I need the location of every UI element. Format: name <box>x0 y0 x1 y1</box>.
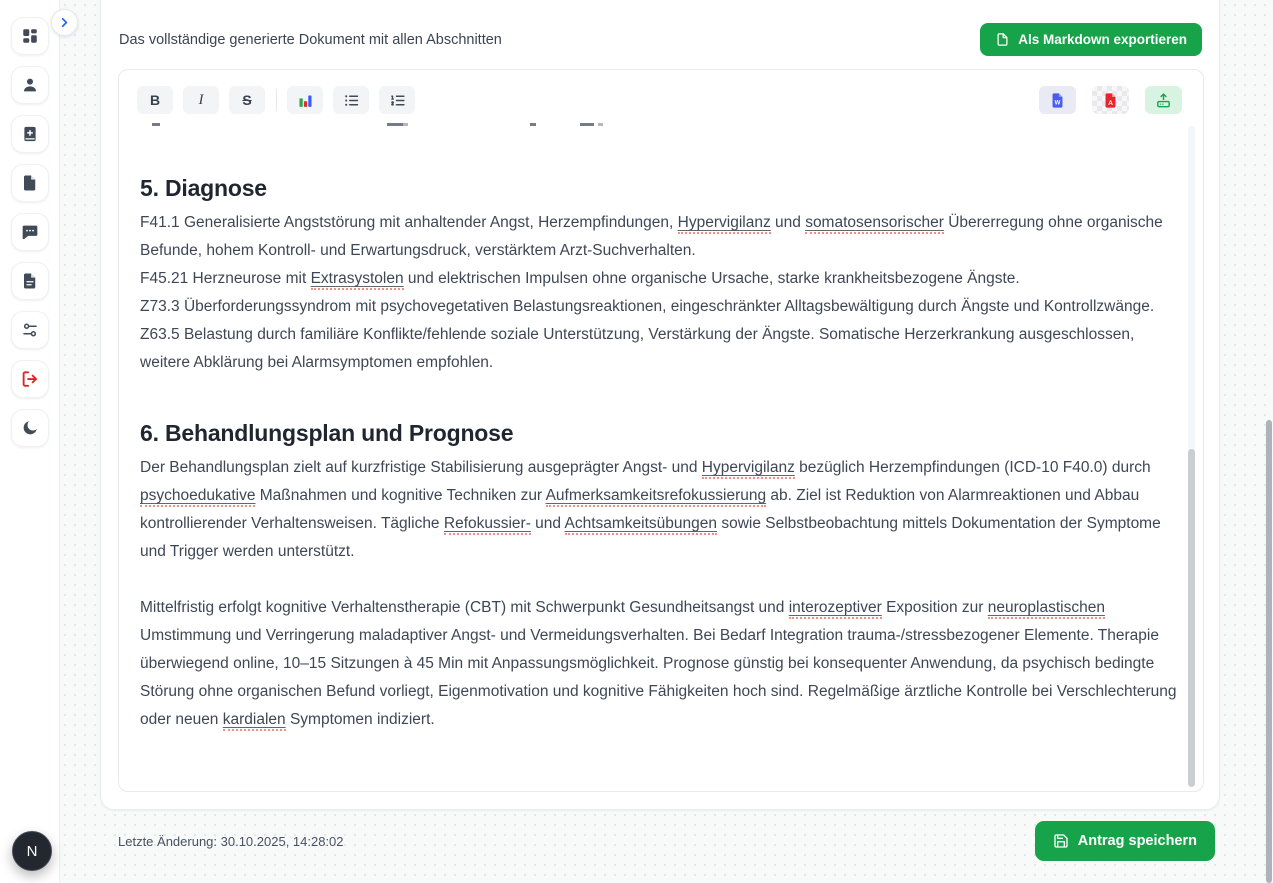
sidebar-expand-button[interactable] <box>51 9 78 36</box>
section-paragraphs <box>140 209 1177 377</box>
ordered-list-icon <box>389 92 406 109</box>
last-modified-text: Letzte Änderung: 30.10.2025, 14:28:02 <box>118 833 344 849</box>
section-heading: 6. Behandlungsplan und Prognose <box>140 420 514 446</box>
editor-toolbar <box>119 70 1203 114</box>
spellcheck-underlined-term: Aufmerksamkeitsrefokussierung <box>546 487 767 507</box>
word-file-icon <box>1049 92 1066 109</box>
text-run: und <box>770 214 806 231</box>
logout-icon <box>21 370 39 388</box>
text-run: F45.21 Herzneurose mit <box>140 270 311 287</box>
document-paragraph <box>140 454 1177 566</box>
bold-button[interactable]: B <box>137 86 173 114</box>
document-body <box>140 175 1177 734</box>
text-run: sowie Selbstbeobachtung mittels Dokumentation der Symptome und Trigger werden unterstützt. <box>140 515 1161 560</box>
text-run: Übererregung ohne organische Befunde, hohem Kontroll- und Erwartungsdruck, verstärktem Arzt-Suchverhalten. <box>140 214 1163 259</box>
export-pdf-button[interactable] <box>1092 86 1129 114</box>
chart-icon <box>297 92 314 109</box>
italic-button[interactable]: I <box>183 86 219 114</box>
avatar-initial: N <box>26 842 38 860</box>
section-paragraphs <box>140 454 1177 734</box>
chat-icon <box>21 223 39 241</box>
insert-chart-button[interactable] <box>287 86 323 114</box>
sidebar-item-settings[interactable] <box>11 311 49 349</box>
document-content-area[interactable] <box>119 120 1203 789</box>
svg-text:W: W <box>1054 99 1061 106</box>
toolbar-divider <box>276 89 277 111</box>
section-heading: 5. Diagnose <box>140 175 267 201</box>
spellcheck-underlined-term: somatosensorischer <box>805 214 944 234</box>
text-run: Symptomen indiziert. <box>285 711 435 728</box>
text-run: bezüglich Herzempfindungen (ICD-10 F40.0) durch <box>794 459 1151 476</box>
upload-button[interactable] <box>1145 86 1182 114</box>
text-run: Umstimmung und Verringerung maladaptiver Angst- und Vermeidungsverhalten. Bei Bedarf Integration trauma-/stressbezogener Elemente. Therapie überwiegend online, 10–15 Sitzungen à 45 Min mit Anpassungsmöglichkeit. Prognose günstig bei konsequenter Anwendung, da psychisch bedingte Störung ohne organischen Befund vorliegt, Eigenmotivation und kognitive Fähigkeiten hoch sind. Regelmäßige ärztliche Kontrolle bei Verschlechterung oder neuen <box>140 627 1177 728</box>
ordered-list-button[interactable] <box>379 86 415 114</box>
export-word-button[interactable] <box>1039 86 1076 114</box>
bullet-list-icon <box>343 92 360 109</box>
text-run: Exposition zur <box>881 599 988 616</box>
user-icon <box>21 76 39 94</box>
spellcheck-underlined-term: Achtsamkeitsübungen <box>565 515 718 535</box>
sidebar <box>0 0 60 883</box>
footer <box>100 818 1220 864</box>
document-paragraph <box>140 594 1177 734</box>
document-panel-header <box>101 0 1219 56</box>
panel-subtitle: Das vollständige generierte Dokument mit allen Abschnitten <box>119 31 502 48</box>
text-run: Maßnahmen und kognitive Techniken zur <box>255 487 546 504</box>
chevron-right-icon <box>57 15 72 30</box>
sidebar-item-logout[interactable] <box>11 360 49 398</box>
spellcheck-underlined-term: Hypervigilanz <box>678 214 771 234</box>
sidebar-item-book-add[interactable] <box>11 115 49 153</box>
upload-icon <box>1155 92 1172 109</box>
clipped-text-line <box>140 120 1177 132</box>
spellcheck-underlined-term: Refokussier- <box>444 515 531 535</box>
spellcheck-underlined-term: psychoedukative <box>140 487 255 507</box>
sidebar-item-user[interactable] <box>11 66 49 104</box>
sidebar-item-dashboard[interactable] <box>11 17 49 55</box>
save-application-button[interactable] <box>1035 821 1215 861</box>
markdown-file-icon <box>995 32 1010 47</box>
save-button-label: Antrag speichern <box>1077 833 1197 849</box>
book-plus-icon <box>21 125 39 143</box>
document-panel <box>100 0 1220 810</box>
spellcheck-underlined-term: interozeptiver <box>789 599 882 619</box>
strikethrough-button[interactable]: S <box>229 86 265 114</box>
pdf-file-icon <box>1102 92 1119 109</box>
user-avatar[interactable] <box>12 831 52 871</box>
dashboard-icon <box>21 27 39 45</box>
sidebar-item-chat[interactable] <box>11 213 49 251</box>
text-run: F41.1 Generalisierte Angststörung mit anhaltender Angst, Herzempfindungen, <box>140 214 678 231</box>
document-paragraph <box>140 293 1177 321</box>
sliders-icon <box>21 321 39 339</box>
sidebar-item-report[interactable] <box>11 262 49 300</box>
export-markdown-button[interactable] <box>980 23 1202 56</box>
document-paragraph <box>140 265 1177 293</box>
sidebar-item-document[interactable] <box>11 164 49 202</box>
sidebar-item-dark-mode[interactable] <box>11 409 49 447</box>
svg-text:A: A <box>1108 99 1113 107</box>
page-scrollbar-thumb[interactable] <box>1266 420 1272 883</box>
file-icon <box>21 174 39 192</box>
text-run: und <box>530 515 565 532</box>
text-run: Z63.5 Belastung durch familiäre Konflikte/fehlende soziale Unterstützung, Verstärkung der Ängste. Somatische Herzerkrankung ausgeschlossen, weitere Abklärung bei Alarmsymptomen empfohlen. <box>140 326 1135 371</box>
editor-scrollbar-thumb[interactable] <box>1188 449 1195 787</box>
export-button-group <box>1039 86 1182 114</box>
bullet-list-button[interactable] <box>333 86 369 114</box>
spellcheck-underlined-term: kardialen <box>223 711 286 731</box>
text-run: ab. Ziel ist Reduktion von Alarmreaktionen und Abbau kontrollierender Verhaltensweisen. Tägliche <box>140 487 1140 532</box>
spellcheck-underlined-term: Extrasystolen <box>311 270 404 290</box>
document-paragraph <box>140 321 1177 377</box>
file-text-icon <box>21 272 39 290</box>
text-run: Der Behandlungsplan zielt auf kurzfristige Stabilisierung ausgeprägter Angst- und <box>140 459 702 476</box>
save-icon <box>1053 833 1069 849</box>
moon-icon <box>21 419 39 437</box>
text-run: Mittelfristig erfolgt kognitive Verhaltenstherapie (CBT) mit Schwerpunkt Gesundheitsangst und <box>140 599 789 616</box>
spellcheck-underlined-term: Hypervigilanz <box>702 459 795 479</box>
spellcheck-underlined-term: neuroplastischen <box>988 599 1105 619</box>
document-paragraph <box>140 209 1177 265</box>
text-run: Z73.3 Überforderungssyndrom mit psychovegetativen Belastungsreaktionen, eingeschränkter Alltagsbewältigung durch Ängste und Kontrollzwänge. <box>140 298 1155 315</box>
rich-text-editor <box>118 69 1204 792</box>
text-run: und elektrischen Impulsen ohne organische Ursache, starke krankheitsbezogene Ängste. <box>403 270 1020 287</box>
export-markdown-label: Als Markdown exportieren <box>1018 32 1187 47</box>
